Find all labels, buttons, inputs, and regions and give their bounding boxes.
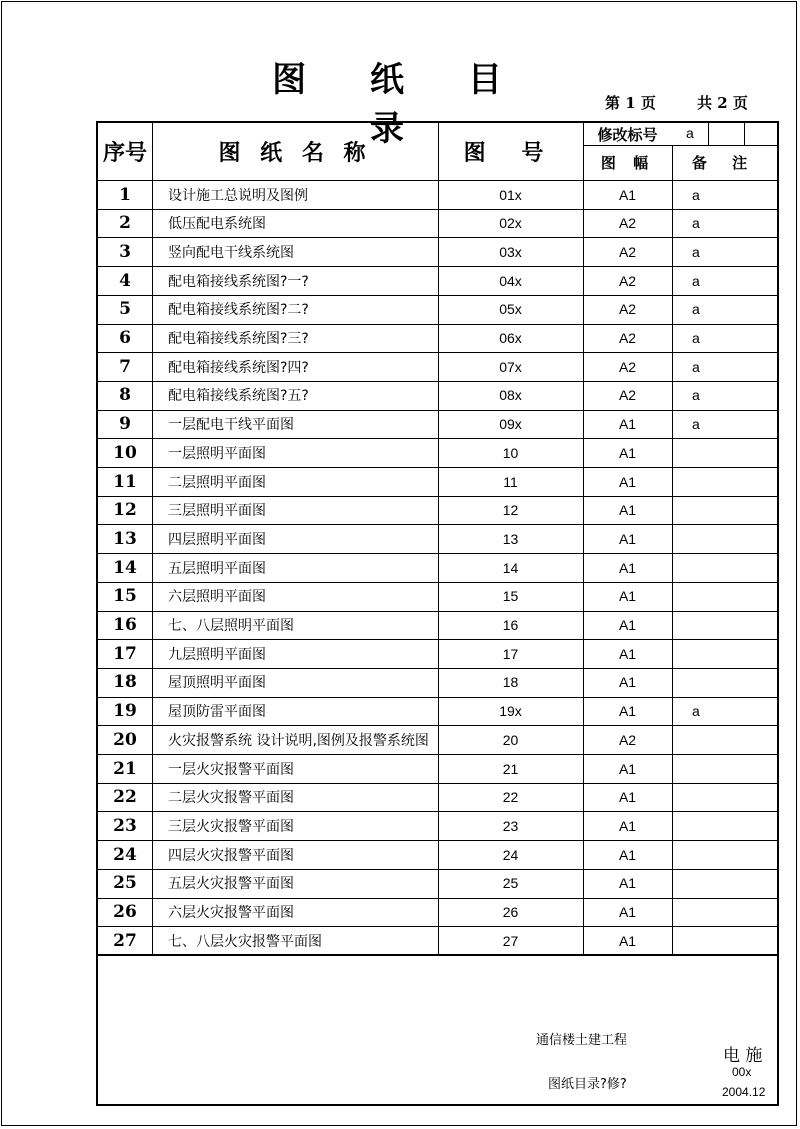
row-drawing-name: 设计施工总说明及图例 [168, 187, 308, 204]
row-sheet-size: A2 [618, 387, 637, 404]
row-remark [692, 926, 732, 955]
drawing-index-table [96, 121, 779, 1106]
row-remark: a [692, 416, 700, 433]
row-number: 14 [113, 557, 137, 578]
row-drawing-code: 02x [499, 215, 522, 232]
row-drawing-code: 12 [502, 502, 519, 519]
row-number: 24 [113, 844, 137, 865]
table-row [98, 668, 777, 697]
row-drawing-code: 01x [499, 186, 522, 203]
header-remark: 备 注 [691, 154, 758, 172]
row-drawing-code: 27 [502, 932, 519, 949]
row-drawing-name: 五层照明平面图 [168, 560, 266, 577]
row-drawing-code: 10 [502, 444, 519, 461]
row-remark [692, 553, 732, 582]
row-drawing-name: 火灾报警系统 设计说明,图例及报警系统图 [168, 732, 429, 749]
row-sheet-size: A1 [618, 674, 637, 691]
table-row [98, 582, 777, 611]
header-size: 图 幅 [600, 154, 655, 172]
row-drawing-name: 二层火灾报警平面图 [168, 790, 294, 807]
table-row [98, 295, 777, 324]
row-drawing-code: 23 [502, 817, 519, 834]
header-seq: 序号 [102, 140, 147, 166]
table-row [98, 237, 777, 266]
table-row [98, 553, 777, 582]
row-remark: a [692, 358, 700, 375]
row-sheet-size: A1 [618, 416, 637, 433]
row-drawing-name: 二层照明平面图 [168, 474, 266, 491]
row-remark: a [692, 301, 700, 318]
row-number: 6 [119, 328, 131, 348]
table-row [98, 697, 777, 726]
row-sheet-size: A1 [618, 559, 637, 576]
table-row [98, 725, 777, 754]
row-remark [692, 754, 732, 783]
row-number: 13 [113, 528, 137, 549]
row-remark [692, 467, 732, 496]
row-number: 25 [113, 873, 137, 894]
row-drawing-name: 一层照明平面图 [168, 445, 266, 462]
row-remark: a [692, 243, 700, 260]
row-remark [692, 524, 732, 553]
row-number: 8 [119, 385, 131, 406]
row-drawing-name: 五层火灾报警平面图 [168, 876, 294, 893]
row-sheet-size: A2 [618, 731, 637, 748]
table-row [98, 783, 777, 812]
row-number: 17 [113, 643, 137, 664]
row-drawing-name: 屋顶防雷平面图 [168, 704, 266, 721]
row-drawing-code: 21 [502, 760, 519, 777]
table-row [98, 496, 777, 525]
row-number: 11 [113, 471, 137, 492]
row-number: 26 [113, 902, 137, 922]
row-remark [692, 438, 732, 467]
row-remark [692, 582, 732, 611]
row-sheet-size: A1 [618, 760, 637, 777]
row-number: 10 [113, 442, 137, 463]
row-drawing-name: 竖向配电干线系统图 [168, 244, 294, 261]
row-drawing-code: 13 [502, 530, 519, 547]
row-drawing-name: 一层火灾报警平面图 [168, 761, 294, 778]
header-revision-mark: a [686, 125, 694, 141]
row-remark [692, 898, 732, 927]
row-remark [692, 840, 732, 869]
row-drawing-code: 08x [499, 387, 522, 404]
row-number: 1 [119, 184, 131, 205]
row-drawing-name: 六层照明平面图 [168, 589, 266, 606]
row-remark [692, 639, 732, 668]
row-drawing-code: 07x [499, 358, 522, 375]
row-drawing-name: 六层火灾报警平面图 [168, 905, 294, 921]
row-sheet-size: A2 [618, 243, 637, 260]
row-number: 12 [113, 500, 137, 521]
row-drawing-code: 16 [502, 617, 519, 633]
table-row [98, 754, 777, 783]
row-number: 20 [113, 729, 137, 750]
row-sheet-size: A1 [618, 530, 637, 547]
row-drawing-code: 09x [499, 416, 522, 433]
table-row [98, 352, 777, 381]
row-drawing-name: 低压配电系统图 [168, 216, 266, 233]
row-drawing-code: 11 [503, 473, 518, 490]
row-drawing-code: 06x [499, 330, 522, 346]
row-sheet-size: A2 [618, 272, 637, 289]
row-drawing-code: 25 [502, 875, 519, 892]
row-drawing-name: 四层火灾报警平面图 [168, 847, 294, 864]
project-name: 通信楼土建工程 [536, 1033, 628, 1048]
row-drawing-code: 24 [502, 846, 519, 863]
row-drawing-name: 一层配电干线平面图 [168, 417, 294, 434]
row-sheet-size: A1 [618, 703, 637, 720]
table-row [98, 209, 777, 238]
table-row [98, 611, 777, 640]
row-drawing-name: 七、八层火灾报警平面图 [168, 933, 322, 950]
row-drawing-code: 19x [499, 703, 522, 720]
row-drawing-name: 四层照明平面图 [168, 531, 266, 548]
table-row [98, 180, 777, 209]
document-title: 图 纸 目 录 [272, 60, 528, 149]
row-sheet-size: A1 [618, 932, 637, 949]
row-sheet-size: A1 [618, 645, 637, 662]
table-row [98, 926, 777, 955]
row-sheet-size: A1 [618, 444, 637, 461]
row-number: 22 [113, 787, 137, 808]
table-row [98, 811, 777, 840]
drawing-number: 00x [732, 1065, 752, 1079]
header-name: 图 纸 名 称 [218, 140, 372, 166]
row-drawing-code: 20 [502, 731, 519, 748]
row-number: 23 [113, 815, 137, 836]
table-row [98, 266, 777, 295]
row-remark: a [692, 215, 700, 232]
row-remark: a [692, 703, 700, 720]
row-drawing-code: 14 [502, 559, 519, 576]
row-number: 4 [119, 270, 131, 291]
row-sheet-size: A1 [618, 473, 637, 490]
drawing-title: 图纸目录?修? [548, 1077, 627, 1092]
row-sheet-size: A1 [618, 617, 637, 633]
row-remark: a [692, 272, 700, 289]
table-row [98, 869, 777, 898]
row-remark [692, 725, 732, 754]
row-sheet-size: A1 [618, 846, 637, 863]
page-number: 第 1 页 [605, 94, 656, 112]
row-number: 2 [119, 213, 131, 234]
row-drawing-code: 18 [502, 674, 519, 691]
row-drawing-name: 配电箱接线系统图?一? [168, 273, 309, 290]
row-drawing-code: 26 [502, 904, 519, 920]
row-sheet-size: A1 [618, 588, 637, 605]
row-number: 21 [113, 758, 137, 779]
row-number: 15 [113, 586, 137, 607]
row-sheet-size: A1 [618, 817, 637, 834]
row-drawing-code: 05x [499, 301, 522, 318]
row-remark [692, 611, 732, 640]
row-remark: a [692, 186, 700, 203]
row-number: 5 [119, 299, 131, 320]
row-drawing-name: 七、八层照明平面图 [168, 618, 294, 634]
row-drawing-name: 配电箱接线系统图?四? [168, 359, 309, 376]
row-number: 16 [113, 615, 137, 635]
table-row [98, 467, 777, 496]
row-drawing-name: 九层照明平面图 [168, 646, 266, 663]
header-revision: 修改标号 [597, 125, 658, 144]
row-sheet-size: A1 [618, 904, 637, 920]
row-drawing-code: 22 [502, 789, 519, 806]
table-row [98, 524, 777, 553]
row-drawing-code: 17 [502, 645, 519, 662]
row-drawing-name: 三层火灾报警平面图 [168, 818, 294, 835]
discipline-label: 电 施 [723, 1046, 763, 1066]
row-sheet-size: A2 [618, 358, 637, 375]
table-row [98, 438, 777, 467]
row-sheet-size: A1 [618, 875, 637, 892]
row-sheet-size: A1 [618, 789, 637, 806]
row-drawing-code: 03x [499, 243, 522, 260]
row-sheet-size: A1 [618, 502, 637, 519]
row-sheet-size: A2 [618, 330, 637, 346]
row-drawing-code: 04x [499, 272, 522, 289]
row-remark: a [692, 387, 700, 404]
row-drawing-name: 配电箱接线系统图?二? [168, 302, 309, 319]
row-remark [692, 783, 732, 812]
row-remark [692, 811, 732, 840]
row-drawing-name: 屋顶照明平面图 [168, 675, 266, 692]
row-number: 18 [113, 672, 137, 693]
row-remark [692, 496, 732, 525]
row-number: 27 [113, 930, 137, 951]
row-number: 9 [119, 414, 131, 435]
row-drawing-name: 配电箱接线系统图?三? [168, 331, 309, 347]
row-sheet-size: A2 [618, 301, 637, 318]
row-number: 3 [119, 241, 131, 262]
row-sheet-size: A1 [618, 186, 637, 203]
row-number: 19 [113, 701, 137, 722]
issue-date: 2004.12 [722, 1085, 766, 1099]
row-drawing-name: 三层照明平面图 [168, 503, 266, 520]
row-number: 7 [119, 356, 131, 377]
row-drawing-name: 配电箱接线系统图?五? [168, 388, 309, 405]
header-code: 图 号 [463, 140, 558, 166]
row-remark [692, 668, 732, 697]
table-row [98, 410, 777, 439]
table-row [98, 324, 777, 353]
row-sheet-size: A2 [618, 215, 637, 232]
table-row [98, 381, 777, 410]
table-row [98, 840, 777, 869]
row-remark [692, 869, 732, 898]
table-row [98, 898, 777, 927]
page-total: 共 2 页 [697, 94, 748, 112]
row-drawing-code: 15 [502, 588, 519, 605]
row-remark: a [692, 330, 700, 346]
table-row [98, 639, 777, 668]
